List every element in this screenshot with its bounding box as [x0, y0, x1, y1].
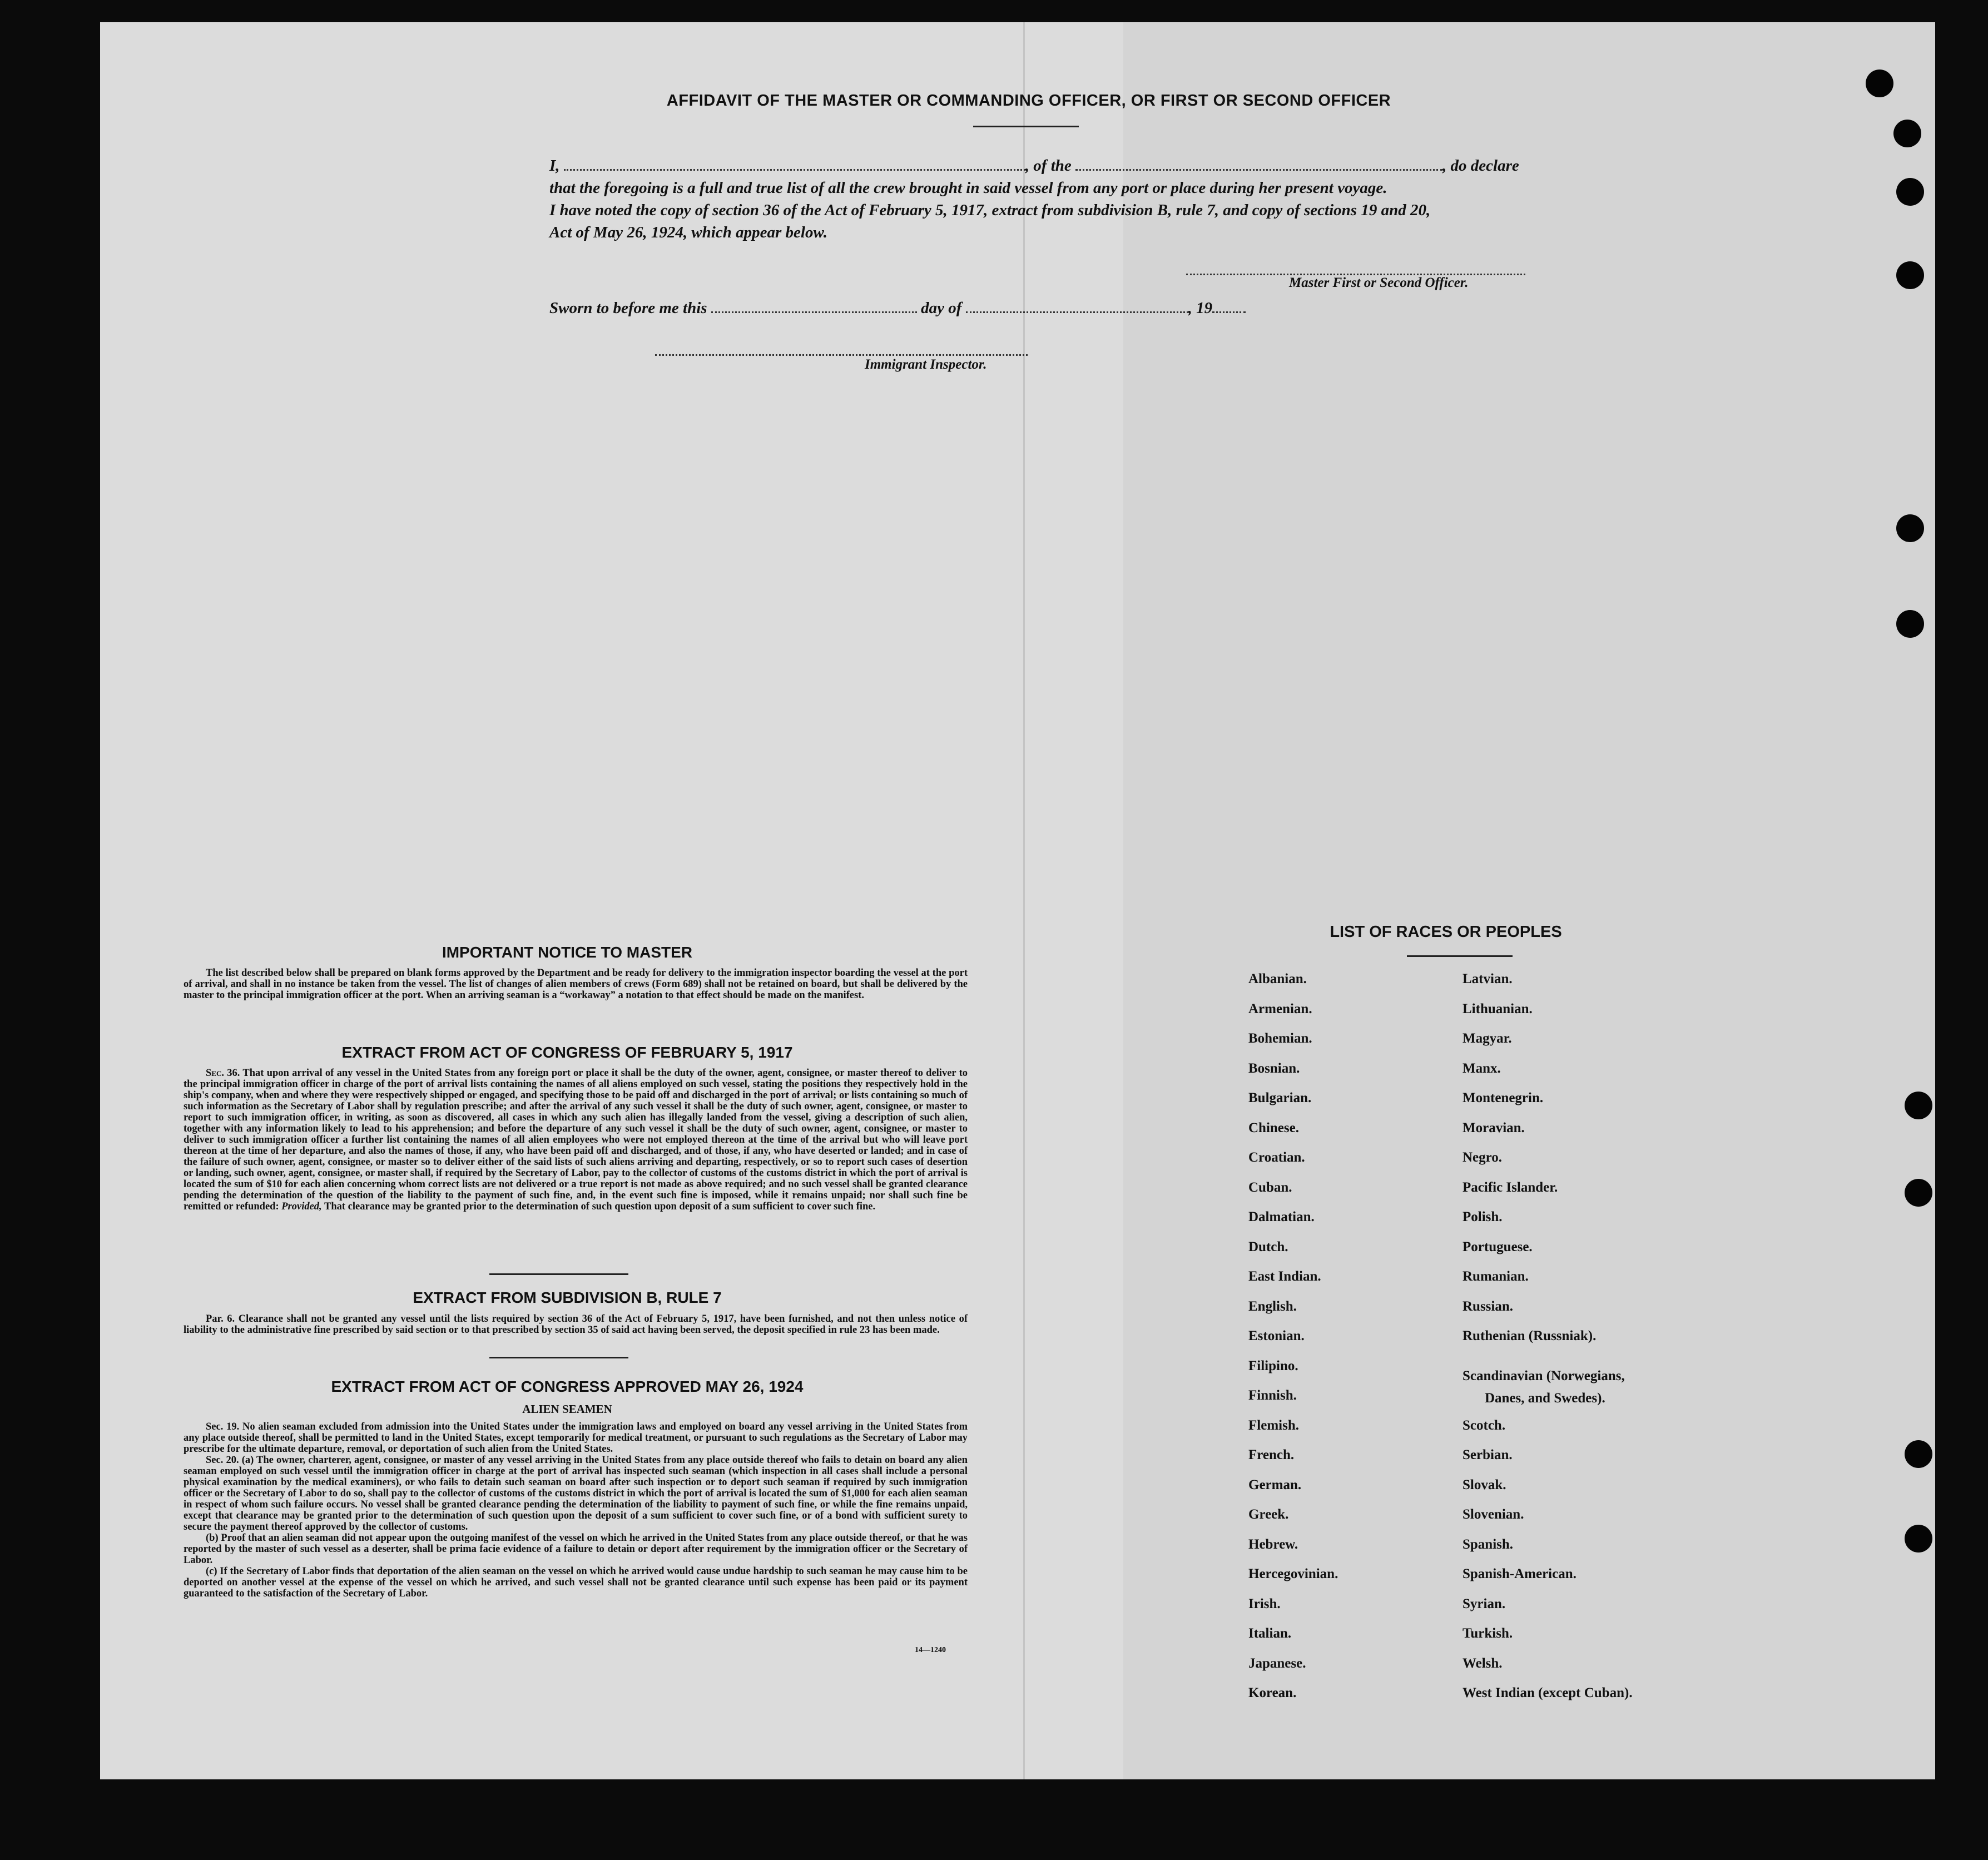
- race-item: Finnish.: [1248, 1388, 1297, 1403]
- race-item: Ruthenian (Russniak).: [1463, 1328, 1597, 1343]
- inspector-signature-label: Immigrant Inspector.: [865, 357, 987, 372]
- master-name-field[interactable]: [564, 158, 1025, 171]
- punch-hole: [1896, 261, 1924, 289]
- sec-36-label: Sec. 36.: [206, 1068, 240, 1079]
- race-item: Lithuanian.: [1463, 1001, 1533, 1016]
- race-item: Hercegovinian.: [1248, 1566, 1338, 1581]
- sec-20c-paragraph: (c) If the Secretary of Labor finds that deportation of the alien seaman on the vessel on which he arrived would cause undue hardship to such seaman he may cause him to be deported on another vessel at the expense of the vessel on which he arrived, and such vessel shall not be granted clearance until such expense has been paid or its payment guaranteed to the satisfaction of the Secretary of Labor.: [184, 1566, 968, 1599]
- race-item: Moravian.: [1463, 1120, 1525, 1135]
- punch-hole: [1896, 178, 1924, 206]
- race-item: Irish.: [1248, 1596, 1281, 1611]
- races-title: LIST OF RACES OR PEOPLES: [1330, 923, 1562, 941]
- race-item: Armenian.: [1248, 1001, 1312, 1016]
- race-item: East Indian.: [1248, 1269, 1321, 1284]
- vessel-name-field[interactable]: [1075, 158, 1442, 171]
- sec-20b-paragraph: (b) Proof that an alien seaman did not appear upon the outgoing manifest of the vessel on which he arrived in the United States from any place outside thereof, or that he was reported by the master of such vessel as a deserter, shall be prima facie evidence of a failure to detain or deport after requirement by the immigration officer or the Secretary of Labor.: [184, 1532, 968, 1566]
- race-item: Syrian.: [1463, 1596, 1506, 1611]
- race-item: Hebrew.: [1248, 1536, 1298, 1552]
- race-item: Croatian.: [1248, 1150, 1305, 1165]
- notice-text: [184, 968, 968, 1001]
- punch-hole: [1896, 514, 1924, 542]
- sworn-day-field[interactable]: [711, 300, 917, 313]
- race-item: Scandinavian (Norwegians,: [1463, 1368, 1625, 1384]
- race-item: Latvian.: [1463, 971, 1513, 986]
- sworn-month-field[interactable]: [966, 300, 1188, 313]
- notice-title: IMPORTANT NOTICE TO MASTER: [442, 944, 693, 961]
- race-item: Dutch.: [1248, 1239, 1288, 1254]
- race-item: Japanese.: [1248, 1655, 1306, 1671]
- extract-rule7-title: EXTRACT FROM SUBDIVISION B, RULE 7: [413, 1289, 722, 1306]
- race-item: Rumanian.: [1463, 1269, 1529, 1284]
- race-item: Slovenian.: [1463, 1507, 1524, 1522]
- race-item: Dalmatian.: [1248, 1209, 1315, 1224]
- races-title-rule: [1407, 955, 1513, 957]
- race-item: Bohemian.: [1248, 1031, 1312, 1046]
- race-item: Scotch.: [1463, 1417, 1506, 1433]
- affidavit-title: AFFIDAVIT OF THE MASTER OR COMMANDING OFFICER, OR FIRST OR SECOND OFFICER: [666, 92, 1391, 110]
- rule7-paragraph: Par. 6. Clearance shall not be granted any vessel until the lists required by section 36 of the Act of February 5, 1917, have been furnished, and not then unless notice of liability to the administrative fine prescribed by said section or to that prescribed by section 35 of said act having been served, the deposit specified in rule 23 has been made.: [184, 1313, 968, 1336]
- punch-hole: [1893, 120, 1921, 147]
- race-item: Welsh.: [1463, 1655, 1503, 1671]
- notice-paragraph: The list described below shall be prepared on blank forms approved by the Department and be ready for delivery to the immigration inspector boarding the vessel at the port of arrival, and shall in no instance be taken from the vessel. The list of changes of alien members of crews (Form 689) shall not be retained on board, but shall be delivered by the master to the principal immigration officer at the port. When an arriving seaman is a “workaway” a notation to that effect should be made on the manifest.: [184, 968, 968, 1001]
- affidavit-do-declare: , do declare: [1442, 157, 1519, 175]
- sec-36-tail: That clearance may be granted prior to the determination of such question upon deposit of a sum sufficient to cover such fine.: [324, 1201, 876, 1212]
- inspector-signature-field[interactable]: [655, 354, 1028, 356]
- race-item: Spanish-American.: [1463, 1566, 1576, 1581]
- affidavit-title-rule: [973, 126, 1079, 127]
- race-item: Flemish.: [1248, 1417, 1299, 1433]
- race-item: Bosnian.: [1248, 1060, 1300, 1076]
- sworn-prefix: Sworn to before me this: [549, 299, 707, 317]
- race-item: Portuguese.: [1463, 1239, 1533, 1254]
- sec-20a-paragraph: Sec. 20. (a) The owner, charterer, agent, consignee, or master of any vessel arriving in the United States from any place outside thereof who fails to detain on board any alien seaman employed on such vessel until the immigration officer in charge at the port of arrival has inspected such seaman (which inspection in all cases shall include a personal physical examination by the medical examiners), or who fails to detain such seaman on board after such inspection or to deport such seaman if required by such immigration officer or the Secretary of Labor to do so, shall pay to the collector of customs of the customs district in which the port of arrival is located the sum of $1,000 for each alien seaman in respect of whom such failure occurs. No vessel shall be granted clearance pending the determination of the liability to payment of such fine, or while the fine remains unpaid, except that clearance may be granted prior to the determination of such question upon the deposit of a sum sufficient to cover such fine, or of a bond with sufficient surety to secure the payment thereof approved by the collector of customs.: [184, 1455, 968, 1532]
- punch-hole: [1905, 1440, 1932, 1468]
- race-item: Turkish.: [1463, 1626, 1513, 1641]
- race-item: Russian.: [1463, 1298, 1514, 1314]
- race-item: German.: [1248, 1477, 1302, 1492]
- extract-1924-title: EXTRACT FROM ACT OF CONGRESS APPROVED MAY 26, 1924: [331, 1378, 804, 1395]
- affidavit-line-2: that the foregoing is a full and true list of all the crew brought in said vessel from any port or place during her present voyage.: [549, 179, 1387, 197]
- race-item: Montenegrin.: [1463, 1090, 1544, 1105]
- section-divider: [489, 1357, 628, 1358]
- race-item: English.: [1248, 1298, 1297, 1314]
- sworn-year-field[interactable]: [1212, 300, 1246, 313]
- race-item: Cuban.: [1248, 1179, 1292, 1195]
- form-number: 14—1240: [915, 1646, 946, 1654]
- sworn-year-prefix: , 19: [1188, 299, 1213, 317]
- extract-1924-text: [184, 1421, 968, 1599]
- race-item: Korean.: [1248, 1685, 1297, 1700]
- race-item: Greek.: [1248, 1507, 1289, 1522]
- race-item: Polish.: [1463, 1209, 1503, 1224]
- document-page-right-half: [1123, 22, 1935, 1779]
- race-item: Estonian.: [1248, 1328, 1305, 1343]
- race-item: Filipino.: [1248, 1358, 1298, 1373]
- extract-1917-text: [184, 1068, 968, 1212]
- master-signature-label: Master First or Second Officer.: [1289, 275, 1469, 290]
- section-divider: [489, 1273, 628, 1275]
- race-item: French.: [1248, 1447, 1295, 1462]
- punch-hole: [1866, 70, 1893, 97]
- sworn-line: [549, 299, 1246, 318]
- center-fold: [1023, 22, 1025, 1779]
- race-item: Serbian.: [1463, 1447, 1513, 1462]
- alien-seamen-subtitle: ALIEN SEAMEN: [522, 1402, 612, 1416]
- affidavit-i-label: I,: [549, 157, 560, 175]
- race-item: Spanish.: [1463, 1536, 1514, 1552]
- affidavit-line-3: I have noted the copy of section 36 of the Act of February 5, 1917, extract from subdivision B, rule 7, and copy of sections 19 and 20,: [549, 201, 1431, 219]
- race-item: Bulgarian.: [1248, 1090, 1312, 1105]
- provided-word: Provided,: [281, 1201, 322, 1212]
- race-item: Albanian.: [1248, 971, 1307, 986]
- affidavit-line-4: Act of May 26, 1924, which appear below.: [549, 224, 827, 241]
- race-item: Slovak.: [1463, 1477, 1506, 1492]
- affidavit-of-the: , of the: [1025, 157, 1072, 175]
- sworn-day-of: day of: [921, 299, 962, 317]
- race-item: Chinese.: [1248, 1120, 1299, 1135]
- race-item: Italian.: [1248, 1626, 1292, 1641]
- extract-1917-title: EXTRACT FROM ACT OF CONGRESS OF FEBRUARY 5, 1917: [341, 1044, 793, 1061]
- sec-36-text: That upon arrival of any vessel in the United States from any foreign port or place it shall be the duty of the owner, agent, consignee, or master thereof to deliver to the principal immigration officer in charge of the port of arrival lists containing the names of all aliens employed on such vessel, stating the positions they respectively hold in the ship's company, when and where they were respectively shipped or engaged, and specifying those to be paid off and discharged in the port of arrival; or lists containing so much of such information as the Secretary of Labor shall by regulation prescribe; and after the arrival of any such vessel it shall be the duty of such owner, agent, consignee, or master to report to such immigration officer, in writing, as soon as discovered, all cases in which any such alien has illegally landed from the vessel, giving a description of such alien, together with any information likely to lead to his apprehension; and before the departure of any such vessel it shall be the duty of such owner, agent, consignee, or master to deliver to such immigration officer a further list containing the names of all alien employees who were not employed thereon at the time of the arrival but who will leave port thereon at the time of her departure, and also the names of those, if any, who have been paid off and discharged, and of those, if any, who have deserted or landed; and in case of the failure of such owner, agent, consignee, or master so to deliver either of the said lists of such aliens arriving and departing, respectively, or so to report such cases of desertion or landing, such owner, agent, consignee, or master shall, if required by the Secretary of Labor, pay to the collector of customs of the customs district in which the port of arrival is located the sum of $10 for each alien concerning whom correct lists are not delivered or a true report is not made as above required; and no such vessel shall be granted clearance pending the determination of the question of the liability to the payment of such fine, and, in the event such fine is imposed, while it remains unpaid; nor shall such fine be remitted or refunded:: [184, 1068, 968, 1212]
- race-item: Pacific Islander.: [1463, 1179, 1558, 1195]
- punch-hole: [1905, 1525, 1932, 1553]
- sec-19-paragraph: Sec. 19. No alien seaman excluded from admission into the United States under the immigration laws and employed on board any vessel arriving in the United States from any place outside thereof, shall be permitted to land in the United States, except temporarily for medical treatment, or pursuant to such regulations as the Secretary of Labor may prescribe for the ultimate departure, removal, or deportation of such alien from the United States.: [184, 1421, 968, 1455]
- race-item: West Indian (except Cuban).: [1463, 1685, 1633, 1700]
- race-item: Magyar.: [1463, 1031, 1512, 1046]
- punch-hole: [1896, 610, 1924, 638]
- race-item: Negro.: [1463, 1150, 1503, 1165]
- extract-rule7-text: [184, 1313, 968, 1336]
- punch-hole: [1905, 1179, 1932, 1207]
- race-item: Manx.: [1463, 1060, 1501, 1076]
- punch-hole: [1905, 1092, 1932, 1119]
- race-item: Danes, and Swedes).: [1485, 1391, 1605, 1406]
- affidavit-body: [549, 155, 1545, 244]
